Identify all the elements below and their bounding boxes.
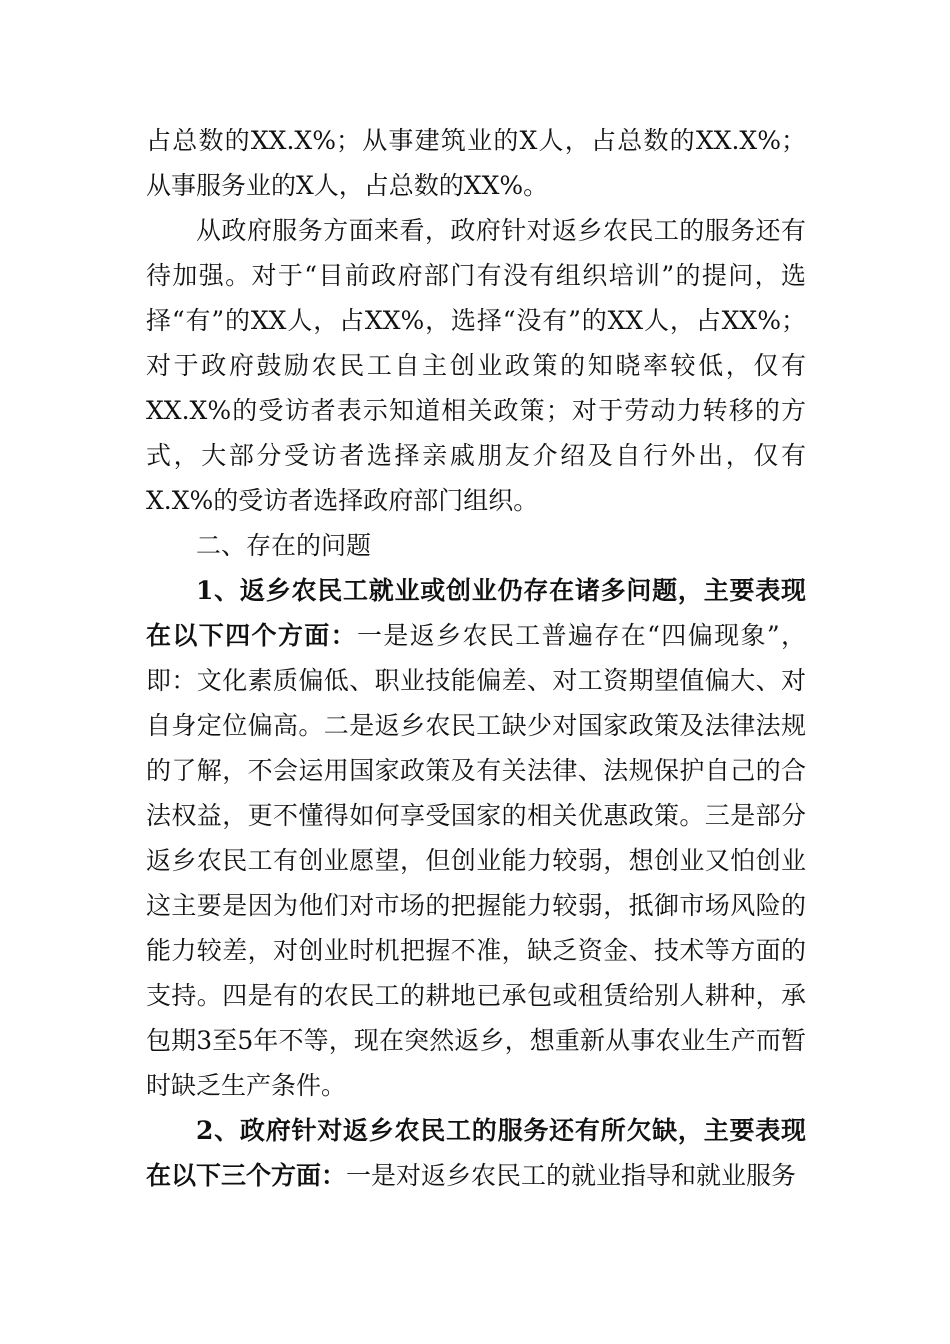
paragraph-problem-1 (146, 568, 806, 1108)
document-body (146, 118, 806, 1198)
problem-1-text: 一是返乡农民工普遍存在“四偏现象”，即：文化素质偏低、职业技能偏差、对工资期望值偏大、对自身定位偏高。二是返乡农民工缺少对国家政策及法律法规的了解，不会运用国家政策及有关法律、法规保护自己的合法权益，更不懂得如何享受国家的相关优惠政策。三是部分返乡农民工有创业愿望，但创业能力较弱，想创业又怕创业这主要是因为他们对市场的把握能力较弱，抵御市场风险的能力较差，对创业时机把握不准，缺乏资金、技术等方面的支持。四是有的农民工的耕地已承包或租赁给别人耕种，承包期3至5年不等，现在突然返乡，想重新从事农业生产而暂时缺乏生产条件。 (146, 621, 806, 1100)
section-heading-problems: 二、存在的问题 (196, 531, 372, 560)
problem-1-lead: 1、返乡农民工就业或创业仍存在诸多问题，主要表现在以下四个方面： (146, 576, 806, 650)
problem-2-lead: 2、政府针对返乡农民工的服务还有所欠缺，主要表现在以下三个方面： (146, 1116, 806, 1190)
paragraph-government-service: 从政府服务方面来看，政府针对返乡农民工的服务还有待加强。对于“目前政府部门有没有组织培训”的提问，选择“有”的XX人，占XX%，选择“没有”的XX人，占XX%；对于政府鼓励农民工自主创业政策的知晓率较低，仅有XX.X%的受访者表示知道相关政策；对于劳动力转移的方式，大部分受访者选择亲戚朋友介绍及自行外出，仅有X.X%的受访者选择政府部门组织。 (146, 216, 806, 515)
problem-2-text: 一是对返乡农民工的就业指导和就业服务 (346, 1161, 797, 1190)
paragraph-problem-2 (146, 1108, 806, 1198)
paragraph-occupation-stats: 占总数的XX.X%；从事建筑业的X人，占总数的XX.X%；从事服务业的X人，占总数的XX%。 (146, 126, 806, 200)
